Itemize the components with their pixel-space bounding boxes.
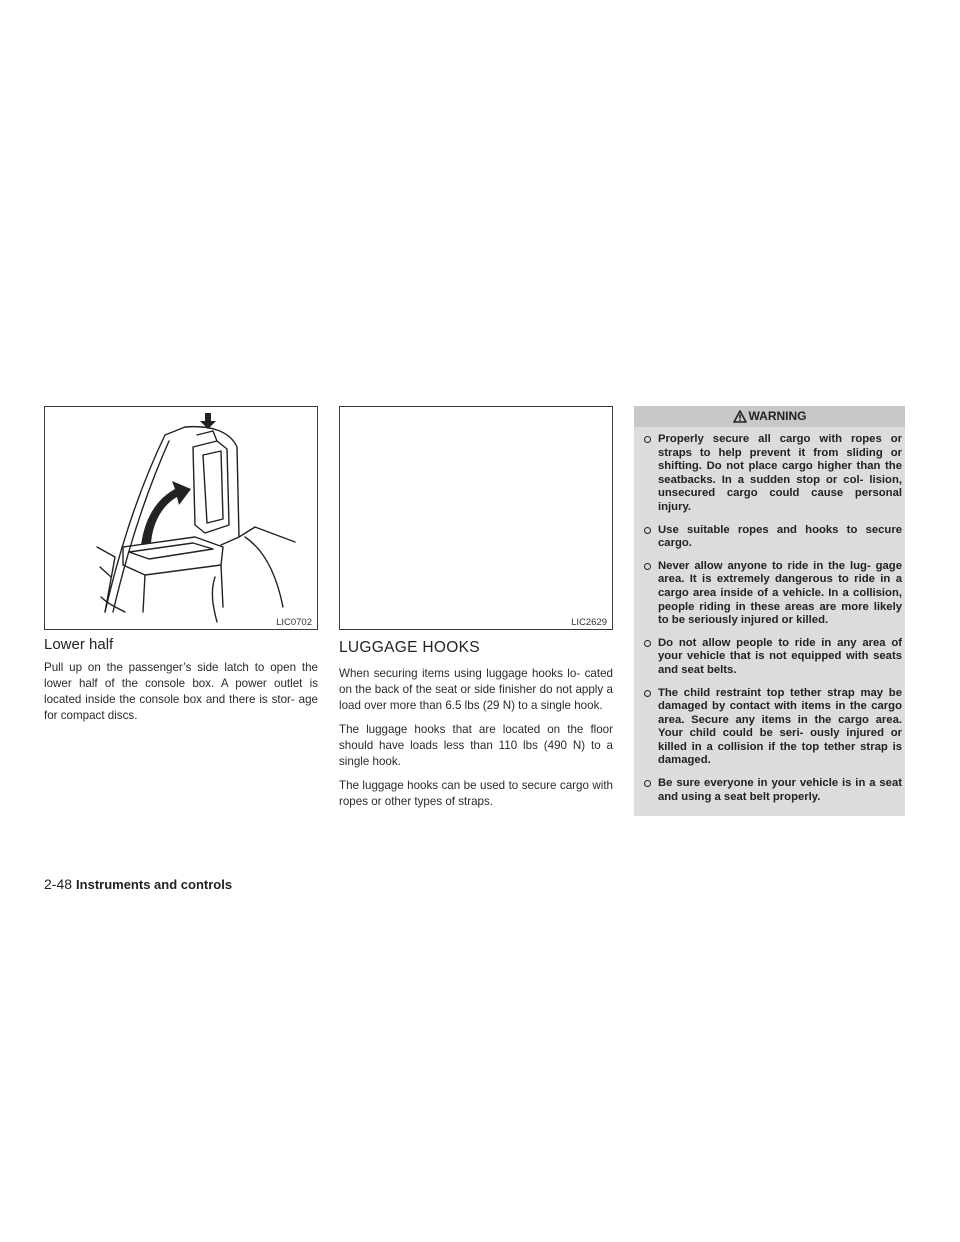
body-paragraph: Pull up on the passenger’s side latch to open the lower half of the console box. A power outlet is located inside the console box and there is stor- age for compact discs. <box>44 661 318 722</box>
warning-item <box>644 433 902 515</box>
page-number: 2-48 <box>44 876 73 892</box>
warning-item <box>644 777 902 804</box>
body-paragraph: The luggage hooks can be used to secure cargo with ropes or other types of straps. <box>339 779 613 808</box>
warning-item-text: Properly secure all cargo with ropes or straps to help prevent it from sliding or shifting. Do not place cargo higher than the seatbacks. In a sudden stop or col- lision, unsecured cargo could cause personal injury. <box>658 433 902 513</box>
warning-item <box>644 687 902 769</box>
warning-item-text: The child restraint top tether strap may be damaged by contact with items in the cargo area. Secure any items in the cargo area. Your child could be seri- ously injured or killed in a collision if the top tether strap is damaged. <box>658 686 902 767</box>
body-paragraph: The luggage hooks that are located on the floor should have loads less than 110 lbs (490 N) to a single hook. <box>339 723 613 768</box>
luggage-hooks-section <box>339 639 613 810</box>
section-heading: Lower half <box>44 636 114 653</box>
warning-header <box>634 406 905 427</box>
warning-box <box>634 406 905 816</box>
bullet-icon <box>644 436 651 443</box>
warning-item <box>644 560 902 628</box>
warning-item-text: Be sure everyone in your vehicle is in a seat and using a seat belt properly. <box>658 777 902 803</box>
warning-item <box>644 524 902 551</box>
warning-item-text: Do not allow people to ride in any area of your vehicle that is not equipped with seats and seat belts. <box>658 636 902 676</box>
lower-half-section <box>44 636 318 724</box>
warning-item-text: Never allow anyone to ride in the lug- gage area. It is extremely dangerous to ride in a cargo area inside of a vehicle. In a collision, people riding in these areas are more likely to be seriously injured or killed. <box>658 559 902 627</box>
warning-item-text: Use suitable ropes and hooks to secure cargo. <box>658 523 902 550</box>
section-title: Instruments and controls <box>76 877 233 892</box>
warning-list <box>644 433 902 813</box>
bullet-icon <box>644 527 651 534</box>
section-heading: LUGGAGE HOOKS <box>339 639 480 656</box>
bullet-icon <box>644 690 651 697</box>
warning-item <box>644 637 902 678</box>
page-footer <box>44 876 232 892</box>
warning-title: WARNING <box>748 409 807 423</box>
bullet-icon <box>644 640 651 647</box>
figure-luggage-hooks <box>339 406 613 630</box>
console-box-illustration <box>45 407 318 630</box>
bullet-icon <box>644 780 651 787</box>
body-paragraph: When securing items using luggage hooks lo- cated on the back of the seat or side finisher do not apply a load over more than 6.5 lbs (29 N) to a single hook. <box>339 667 613 712</box>
figure-label: LIC0702 <box>276 617 312 628</box>
figure-console-box <box>44 406 318 630</box>
figure-label: LIC2629 <box>571 617 607 628</box>
bullet-icon <box>644 563 651 570</box>
warning-triangle-icon <box>733 410 747 423</box>
